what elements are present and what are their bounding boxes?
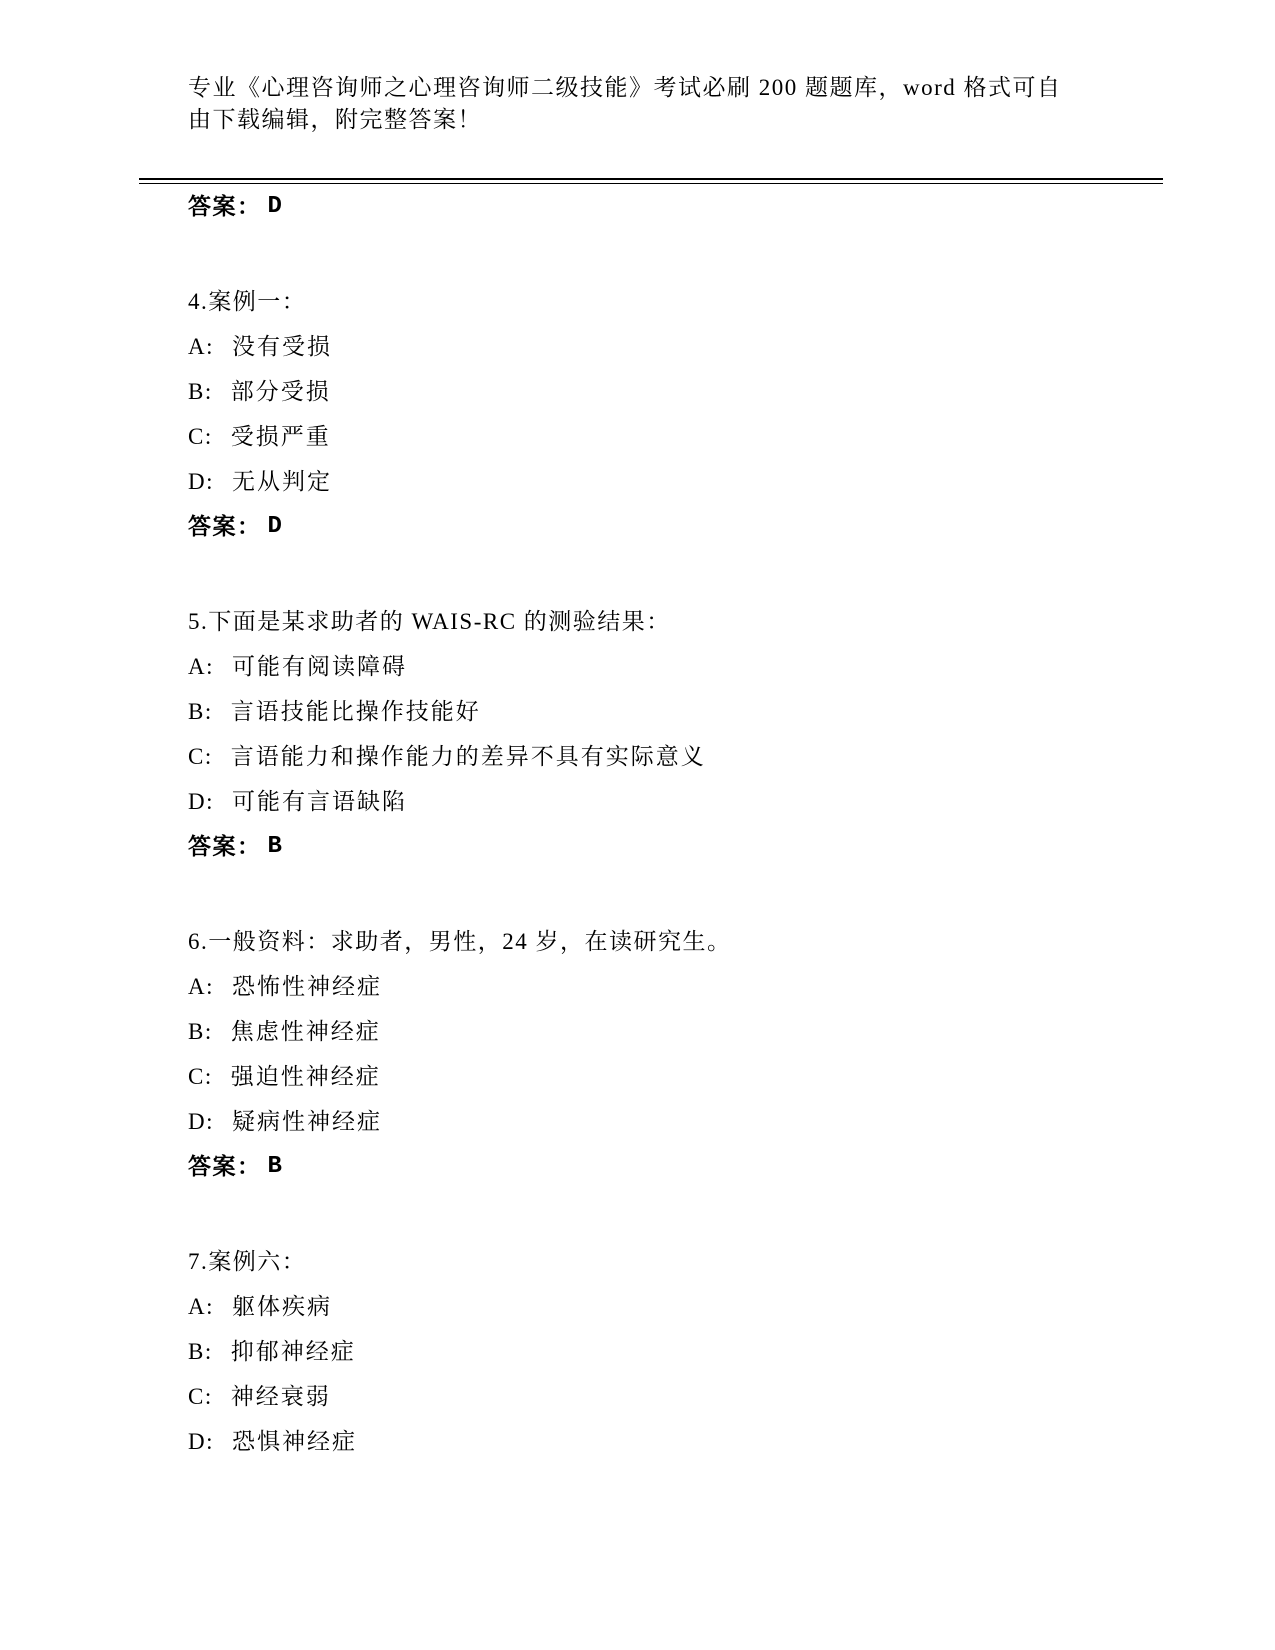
question-title: 7.案例六： xyxy=(188,1249,307,1274)
option-text: 恐惧神经症 xyxy=(232,1429,357,1454)
answer-value: D xyxy=(267,193,282,220)
answer-value: B xyxy=(267,833,282,860)
option-line xyxy=(188,1374,1163,1419)
header-line: 专业《心理咨询师之心理咨询师二级技能》考试必刷 200 题题库，word 格式可自 xyxy=(188,75,1062,100)
option-label: A: xyxy=(188,334,214,359)
option-label: B: xyxy=(188,699,213,724)
option-text: 疑病性神经症 xyxy=(232,1109,382,1134)
question-block-5 xyxy=(188,599,1163,869)
option-label: D: xyxy=(188,469,214,494)
option-label: C: xyxy=(188,744,213,769)
question-block-6 xyxy=(188,919,1163,1189)
answer-line xyxy=(188,1144,1163,1189)
question-title: 4.案例一： xyxy=(188,289,307,314)
document-header xyxy=(188,72,1163,136)
option-line xyxy=(188,964,1163,1009)
option-line xyxy=(188,1329,1163,1374)
option-text: 恐怖性神经症 xyxy=(232,974,382,999)
option-text: 无从判定 xyxy=(232,469,332,494)
answer-label: 答案： xyxy=(188,834,262,859)
option-text: 抑郁神经症 xyxy=(230,1339,356,1364)
option-line xyxy=(188,459,1163,504)
header-line: 由下载编辑，附完整答案！ xyxy=(188,107,482,132)
option-label: A: xyxy=(188,974,214,999)
question-block-7 xyxy=(188,1239,1163,1464)
option-text: 躯体疾病 xyxy=(232,1294,332,1319)
option-line xyxy=(188,414,1163,459)
option-text: 没有受损 xyxy=(232,334,332,359)
option-line xyxy=(188,1099,1163,1144)
option-label: D: xyxy=(188,1109,214,1134)
answer-label: 答案： xyxy=(188,1154,262,1179)
option-line xyxy=(188,369,1163,414)
answer-line xyxy=(188,504,1163,549)
option-text: 可能有阅读障碍 xyxy=(232,654,407,679)
question-title: 5.下面是某求助者的 WAIS-RC 的测验结果： xyxy=(188,609,671,634)
option-text: 部分受损 xyxy=(230,379,331,404)
answer-value: B xyxy=(267,1153,282,1180)
option-line xyxy=(188,779,1163,824)
answer-value: D xyxy=(267,513,282,540)
option-label: D: xyxy=(188,789,214,814)
option-label: D: xyxy=(188,1429,214,1454)
option-text: 受损严重 xyxy=(230,424,331,449)
option-label: B: xyxy=(188,379,213,404)
answer-line xyxy=(188,824,1163,869)
option-line xyxy=(188,324,1163,369)
question-block-4 xyxy=(188,279,1163,549)
option-label: B: xyxy=(188,1339,213,1364)
option-line xyxy=(188,689,1163,734)
answer-label: 答案： xyxy=(188,194,262,219)
option-line xyxy=(188,1419,1163,1464)
option-text: 焦虑性神经症 xyxy=(230,1019,381,1044)
question-title: 6.一般资料：求助者，男性，24 岁，在读研究生。 xyxy=(188,929,732,954)
answer-label: 答案： xyxy=(188,514,262,539)
option-line xyxy=(188,1054,1163,1099)
answer-line xyxy=(188,184,1163,229)
option-line xyxy=(188,1284,1163,1329)
option-label: A: xyxy=(188,654,214,679)
option-label: B: xyxy=(188,1019,213,1044)
option-text: 可能有言语缺陷 xyxy=(232,789,407,814)
option-label: C: xyxy=(188,1064,213,1089)
option-label: C: xyxy=(188,424,213,449)
option-label: A: xyxy=(188,1294,214,1319)
option-line xyxy=(188,734,1163,779)
option-text: 强迫性神经症 xyxy=(230,1064,381,1089)
option-text: 神经衰弱 xyxy=(230,1384,331,1409)
option-line xyxy=(188,644,1163,689)
option-text: 言语能力和操作能力的差异不具有实际意义 xyxy=(230,744,706,769)
option-line xyxy=(188,1009,1163,1054)
option-text: 言语技能比操作技能好 xyxy=(230,699,481,724)
option-label: C: xyxy=(188,1384,213,1409)
